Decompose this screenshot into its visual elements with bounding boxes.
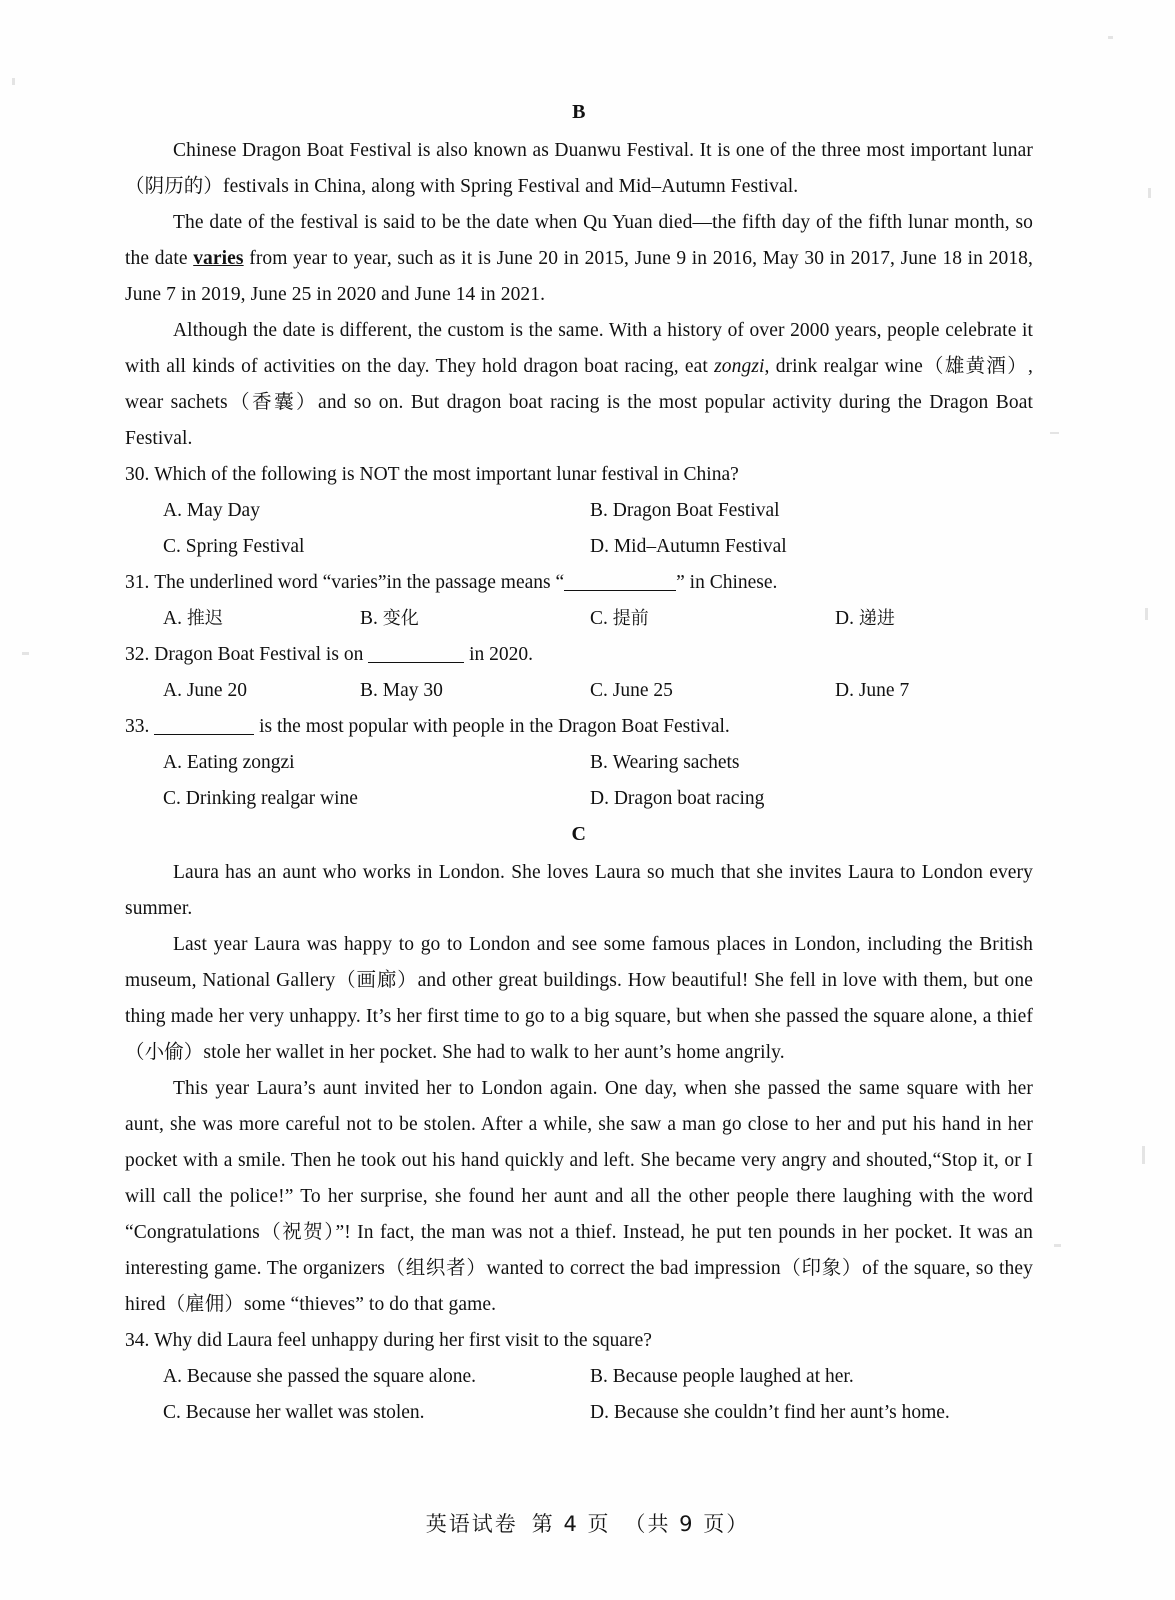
footer-total-pages: （共 9 页）: [624, 1512, 750, 1536]
scan-speck: [22, 652, 29, 655]
option-32-b[interactable]: [360, 673, 590, 709]
option-32-a[interactable]: [163, 673, 360, 709]
option-33-d[interactable]: [590, 781, 1025, 817]
option-33-b[interactable]: [590, 745, 1025, 781]
question-34-stem: [125, 1323, 1033, 1359]
question-number: 32.: [125, 644, 150, 665]
page-footer: [0, 1508, 1175, 1538]
option-34-a[interactable]: [163, 1359, 590, 1395]
question-text-before: Dragon Boat Festival is on: [154, 644, 369, 665]
option-text: Drinking realgar wine: [185, 788, 358, 809]
passage-c-paragraph-1: Laura has an aunt who works in London. She loves Laura so much that she invites Laura to London every summer.: [125, 862, 1033, 919]
option-label: A.: [163, 500, 182, 521]
option-label: C.: [590, 608, 608, 629]
option-34-d[interactable]: [590, 1395, 1025, 1431]
option-text: 推迟: [186, 608, 223, 629]
option-30-c[interactable]: [163, 529, 590, 565]
option-label: D.: [835, 680, 854, 701]
passage-text: Although the date is different, the custom is the same. With a history of over 2000 years, people celebrate it with all kinds of activities on the day. They hold dragon boat racing, eat: [125, 320, 1033, 377]
option-label: A.: [163, 752, 182, 773]
option-text: Wearing sachets: [612, 752, 740, 773]
passage-b-paragraph-2: [125, 205, 1033, 313]
answer-blank-32[interactable]: [368, 662, 464, 663]
option-label: C.: [590, 680, 608, 701]
question-34-options-row-1: [125, 1359, 1033, 1395]
option-label: C.: [163, 1402, 181, 1423]
scan-speck: [1050, 432, 1059, 434]
option-31-b[interactable]: [360, 601, 590, 637]
option-31-a[interactable]: [163, 601, 360, 637]
option-label: A.: [163, 680, 182, 701]
option-text: Because people laughed at her.: [612, 1366, 854, 1387]
option-label: A.: [163, 1366, 182, 1387]
section-letter-b: B: [572, 101, 586, 123]
option-text: May 30: [382, 680, 443, 701]
question-31-stem: [125, 565, 1033, 601]
italic-word-zongzi: zongzi: [714, 356, 765, 377]
question-31-options: [125, 601, 1033, 637]
option-30-b[interactable]: [590, 493, 1025, 529]
option-text: Spring Festival: [185, 536, 305, 557]
option-text: Because she passed the square alone.: [186, 1366, 476, 1387]
option-32-c[interactable]: [590, 673, 835, 709]
passage-b-paragraph-3: [125, 313, 1033, 457]
question-number: 31.: [125, 572, 150, 593]
option-label: B.: [590, 752, 608, 773]
option-label: D.: [835, 608, 854, 629]
option-label: C.: [163, 536, 181, 557]
option-text: Dragon boat racing: [613, 788, 765, 809]
question-32-options: [125, 673, 1033, 709]
option-34-c[interactable]: [163, 1395, 590, 1431]
passage-text: The date of the festival is said to be the date when Qu Yuan died—the fifth day of the fifth lunar month, so the date: [125, 212, 1033, 269]
section-letter-c: C: [571, 823, 587, 845]
footer-page-number: 第 4 页: [531, 1512, 611, 1536]
scan-speck: [1142, 1146, 1145, 1164]
option-text: Because her wallet was stolen.: [185, 1402, 425, 1423]
option-label: B.: [360, 680, 378, 701]
passage-b-paragraph-1: Chinese Dragon Boat Festival is also known as Duanwu Festival. It is one of the three most important lunar（阴历的）festivals in China, along with Spring Festival and Mid–Autumn Festival.: [125, 140, 1033, 197]
passage-text: from year to year, such as it is June 20 in 2015, June 9 in 2016, May 30 in 2017, June 18 in 2018, June 7 in 2019, June 25 in 2020 and June 14 in 2021.: [125, 248, 1033, 305]
option-label: C.: [163, 788, 181, 809]
option-text: June 25: [612, 680, 673, 701]
option-label: D.: [590, 788, 609, 809]
scan-speck: [1148, 188, 1151, 198]
option-30-d[interactable]: [590, 529, 1025, 565]
question-number: 34.: [125, 1330, 150, 1351]
scan-speck: [1108, 36, 1113, 39]
option-label: B.: [360, 608, 378, 629]
option-text: Mid–Autumn Festival: [613, 536, 787, 557]
option-text: Dragon Boat Festival: [612, 500, 780, 521]
scan-speck: [1054, 1244, 1061, 1247]
option-label: B.: [590, 1366, 608, 1387]
option-text: Because she couldn’t find her aunt’s home.: [613, 1402, 950, 1423]
option-30-a[interactable]: [163, 493, 590, 529]
question-30-options-row-2: [125, 529, 1033, 565]
question-34-options-row-2: [125, 1395, 1033, 1431]
question-text-after: in 2020.: [464, 644, 533, 665]
passage-c-paragraph-2: Last year Laura was happy to go to London and see some famous places in London, including the British museum, National Gallery（画廊）and other great buildings. How beautiful! She fell in love with them, but one thing made her very unhappy. It’s her first time to go to a big square, but when she passed the square alone, a thief（小偷）stole her wallet in her pocket. She had to walk to her aunt’s home angrily.: [125, 934, 1033, 1063]
option-text: 递进: [858, 608, 895, 629]
question-text-after: ” in Chinese.: [676, 572, 778, 593]
scan-speck: [12, 78, 15, 85]
passage-text: , drink realgar wine（雄黄酒）, wear sachets（香囊）and so on. But dragon boat racing is the most popular activity during the Dragon Boat Festival.: [125, 356, 1033, 449]
option-text: 变化: [382, 608, 419, 629]
question-33-stem: [125, 709, 1033, 745]
option-33-c[interactable]: [163, 781, 590, 817]
answer-blank-31[interactable]: [564, 590, 676, 591]
option-label: A.: [163, 608, 182, 629]
option-label: D.: [590, 1402, 609, 1423]
question-text-after: is the most popular with people in the Dragon Boat Festival.: [254, 716, 730, 737]
option-text: Eating zongzi: [186, 752, 295, 773]
question-text: Why did Laura feel unhappy during her first visit to the square?: [154, 1330, 652, 1351]
option-label: D.: [590, 536, 609, 557]
answer-blank-33[interactable]: [154, 734, 254, 735]
option-34-b[interactable]: [590, 1359, 1025, 1395]
option-31-d[interactable]: [835, 601, 895, 637]
question-number: 30.: [125, 464, 150, 485]
option-text: 提前: [612, 608, 649, 629]
option-text: June 7: [858, 680, 910, 701]
underlined-word-varies: varies: [193, 248, 244, 269]
question-30-options-row-1: [125, 493, 1033, 529]
scan-speck: [1145, 608, 1148, 620]
option-text: June 20: [186, 680, 247, 701]
question-30-stem: [125, 457, 1033, 493]
option-text: May Day: [186, 500, 260, 521]
question-text: Which of the following is NOT the most important lunar festival in China?: [154, 464, 739, 485]
option-32-d[interactable]: [835, 673, 909, 709]
option-31-c[interactable]: [590, 601, 835, 637]
option-33-a[interactable]: [163, 745, 590, 781]
option-label: B.: [590, 500, 608, 521]
footer-subject: 英语试卷: [425, 1512, 518, 1536]
passage-c-paragraph-3: This year Laura’s aunt invited her to London again. One day, when she passed the same square with her aunt, she was more careful not to be stolen. After a while, she saw a man go close to her and put his hand in her pocket with a smile. Then he took out his hand quickly and left. She became very angry and shouted,“Stop it, or I will call the police!” To her surprise, she found her aunt and all the other people there laughing with the word “Congratulations（祝贺）”! In fact, the man was not a thief. Instead, he put ten pounds in her pocket. It was an interesting game. The organizers（组织者）wanted to correct the bad impression（印象）of the square, so they hired（雇佣）some “thieves” to do that game.: [125, 1078, 1033, 1315]
question-32-stem: [125, 637, 1033, 673]
question-text-before: The underlined word “varies”in the passage means “: [154, 572, 565, 593]
page-content: [125, 95, 1033, 1431]
question-33-options-row-2: [125, 781, 1033, 817]
question-number: 33.: [125, 716, 150, 737]
question-33-options-row-1: [125, 745, 1033, 781]
